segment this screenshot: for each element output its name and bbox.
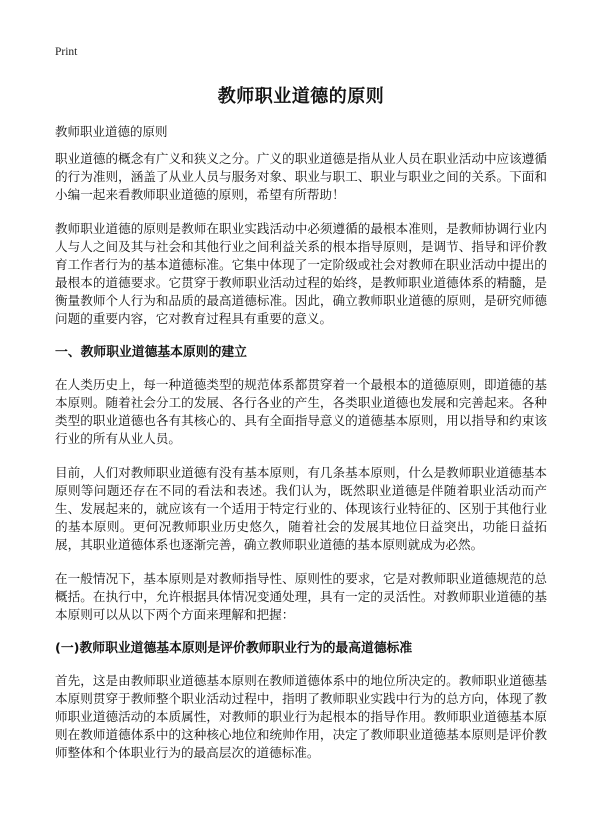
definition-paragraph: 教师职业道德的原则是教师在职业实践活动中必须遵循的最根本准则，是教师协调行业内人与人之间及其与社会和其他行业之间利益关系的根本指导原则，是调节、指导和评价教育工作者行为的基本道德标准。它集中体现了一定阶级或社会对教师在职业活动中提出的最根本的道德要求。它贯穿于教师职业活动过程的始终，是教师职业道德体系的精髓，是衡量教师个人行为和品质的最高道德标准。因此，确立教师职业道德的原则，是研究师德问题的重要内容，它对教育过程具有重要的意义。 — [55, 221, 547, 326]
document-subtitle: 教师职业道德的原则 — [55, 124, 168, 139]
section1-paragraph-3: 在一般情况下，基本原则是对教师指导性、原则性的要求，它是对教师职业道德规范的总概括。在执行中，允许根据具体情况变通处理，具有一定的灵活性。对教师职业道德的基本原则可以从以下两个方面来理解和把握： — [55, 571, 547, 622]
section-heading-1: 一、教师职业道德基本原则的建立 — [55, 345, 247, 360]
page-title: 教师职业道德的原则 — [217, 86, 385, 107]
document-body — [55, 150, 547, 778]
subsection1-paragraph-1: 首先，这是由教师职业道德基本原则在教师道德体系中的地位所决定的。教师职业道德基本原则贯穿于教师整个职业活动过程中，指明了教师职业实践中行为的总方向，体现了教师职业道德活动的本质属性，对教师的职业行为起根本的指导作用。教师职业道德基本原则在教师道德体系中的这种核心地位和统帅作用，决定了教师职业道德基本原则是评价教师整体和个体职业行为的最高层次的道德标准。 — [55, 673, 547, 760]
print-link[interactable]: Print — [55, 46, 78, 58]
section1-paragraph-1: 在人类历史上，每一种道德类型的规范体系都贯穿着一个最根本的道德原则，即道德的基本原则。随着社会分工的发展、各行各业的产生，各类职业道德也发展和完善起来。各种类型的职业道德也各有其核心的、具有全面指导意义的道德基本原则，用以指导和约束该行业的所有从业人员。 — [55, 377, 547, 446]
section1-paragraph-2: 目前，人们对教师职业道德有没有基本原则，有几条基本原则，什么是教师职业道德基本原则等问题还存在不同的看法和表述。我们认为，既然职业道德是伴随着职业活动而产生、发展起来的，就应该有一个适用于特定行业的、体现该行业特征的、区别于其他行业的基本原则。更何况教师职业历史悠久，随着社会的发展其地位日益突出，功能日益拓展，其职业道德体系也逐渐完善，确立教师职业道德的基本原则就成为必然。 — [55, 465, 547, 552]
subsection-heading-1: (一)教师职业道德基本原则是评价教师职业行为的最高道德标准 — [55, 641, 413, 656]
intro-paragraph: 职业道德的概念有广义和狭义之分。广义的职业道德是指从业人员在职业活动中应该遵循的行为准则，涵盖了从业人员与服务对象、职业与职工、职业与职业之间的关系。下面和小编一起来看教师职业道德的原则，希望有所帮助！ — [55, 151, 547, 202]
